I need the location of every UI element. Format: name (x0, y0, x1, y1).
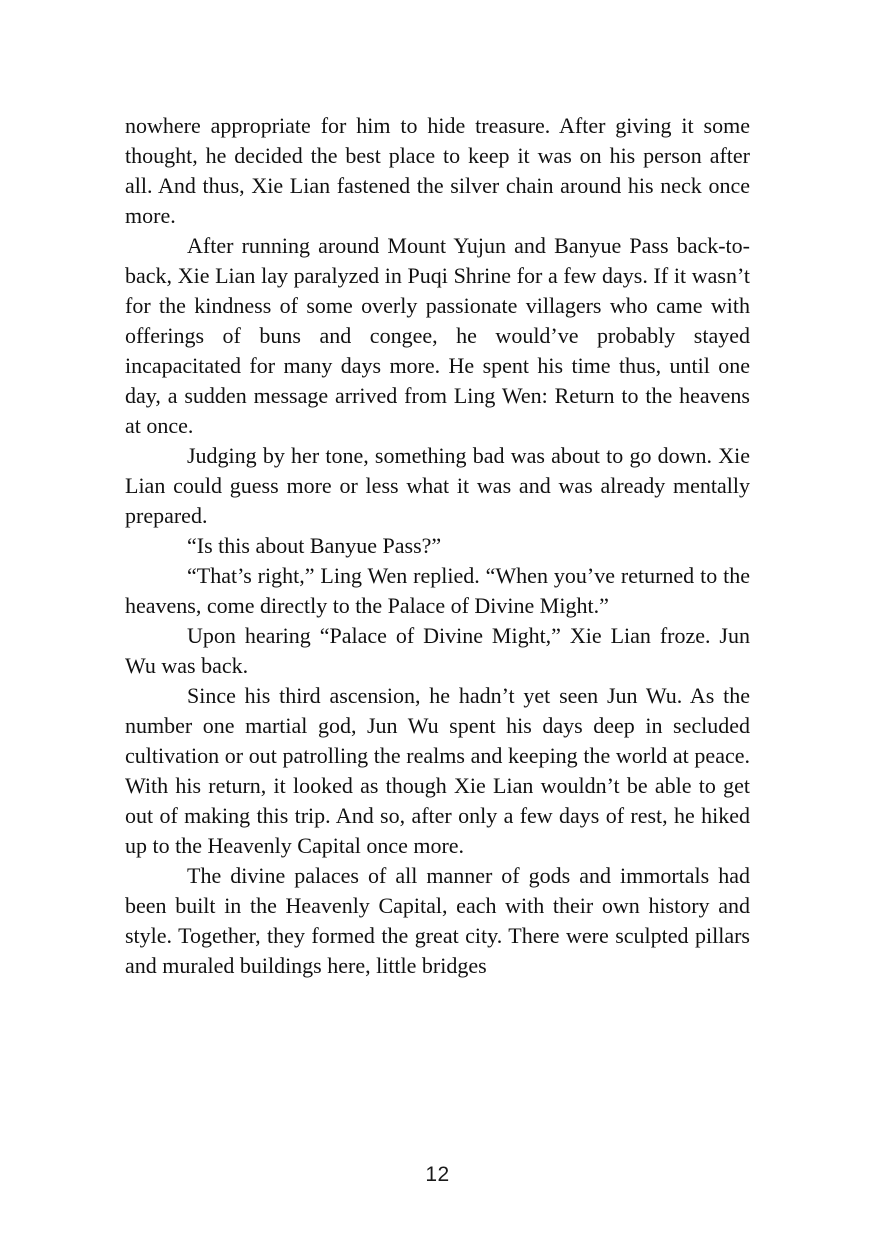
paragraph: After running around Mount Yujun and Banyue Pass back-to-back, Xie Lian lay paralyzed in Puqi Shrine for a few days. If it wasn’t for the kindness of some overly passionate villagers who came with offerings of buns and congee, he would’ve probably stayed incapacitated for many days more. He spent his time thus, until one day, a sudden message arrived from Ling Wen: Return to the heavens at once. (125, 233, 750, 438)
paragraph: Upon hearing “Palace of Divine Might,” Xie Lian froze. Jun Wu was back. (125, 623, 750, 678)
paragraph: Judging by her tone, something bad was about to go down. Xie Lian could guess more or less what it was and was already mentally prepared. (125, 443, 750, 528)
paragraph: nowhere appropriate for him to hide treasure. After giving it some thought, he decided the best place to keep it was on his person after all. And thus, Xie Lian fastened the silver chain around his neck once more. (125, 113, 750, 228)
paragraph: “Is this about Banyue Pass?” (187, 533, 442, 558)
paragraph: “That’s right,” Ling Wen replied. “When you’ve returned to the heavens, come directly to the Palace of Divine Might.” (125, 563, 750, 618)
page-number: 12 (425, 1163, 450, 1186)
paragraph: Since his third ascension, he hadn’t yet seen Jun Wu. As the number one martial god, Jun Wu spent his days deep in secluded cultivation or out patrolling the realms and keeping the world at peace. With his return, it looked as though Xie Lian wouldn’t be able to get out of making this trip. And so, after only a few days of rest, he hiked up to the Heavenly Capital once more. (125, 683, 750, 858)
paragraph: The divine palaces of all manner of gods and immortals had been built in the Heavenly Capital, each with their own history and style. Together, they formed the great city. There were sculpted pillars and muraled buildings here, little bridges (125, 863, 750, 978)
body-text-block (125, 111, 750, 981)
